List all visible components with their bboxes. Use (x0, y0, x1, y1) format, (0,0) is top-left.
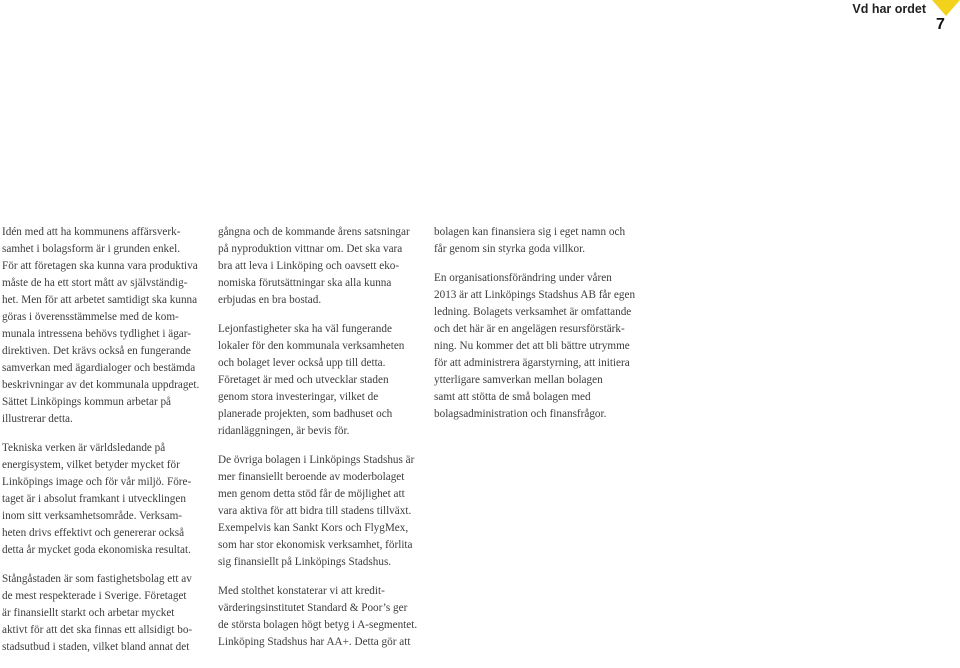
text-line: heten drivs effektivt och genererar också (2, 527, 185, 539)
text-line: som har stor ekonomisk verksamhet, förlita (218, 539, 413, 551)
text-line: planerade projekten, som badhuset och (218, 408, 393, 420)
text-line: måste de ha ett stort mått av självständig- (2, 277, 188, 289)
text-column-1 (2, 224, 198, 668)
text-line: erbjudas en bra bostad. (218, 294, 322, 306)
text-line: samverkan med ägardialoger och bestämda (2, 362, 196, 374)
text-column-3 (434, 224, 634, 435)
text-line: Stångåstaden är som fastighetsbolag ett av (2, 573, 192, 585)
section-title: Vd har ordet (852, 2, 926, 16)
text-line: Linköping Stadshus har AA+. Detta gör att (218, 636, 411, 648)
text-column-2 (218, 224, 418, 663)
text-line: beskrivningar av det kommunala uppdraget. (2, 379, 200, 391)
text-line: Exempelvis kan Sankt Kors och FlygMex, (218, 522, 409, 534)
text-line: samhet i bolagsform är i grunden enkel. (2, 243, 181, 255)
text-line: mer finansiellt beroende av moderbolaget (218, 471, 405, 483)
text-line: 2013 är att Linköpings Stadshus AB får egen (434, 289, 636, 301)
text-line: samt att stötta de små bolagen med (434, 391, 591, 403)
text-line: munala intressena behövs tydlighet i ägar- (2, 328, 191, 340)
text-line: lokaler för den kommunala verksamheten (218, 340, 405, 352)
yellow-triangle-icon (932, 0, 960, 16)
text-line: vara aktiva för att bidra till stadens tillväxt. (218, 505, 412, 517)
text-line: göras i överensstämmelse med de kom- (2, 311, 179, 323)
text-line: taget är i absolut framkant i utvecklingen (2, 493, 186, 505)
paragraph (2, 571, 198, 656)
text-line: Företaget är med och utvecklar staden (218, 374, 389, 386)
text-line: het. Men för att arbetet samtidigt ska kunna (2, 294, 198, 306)
text-line: Med stolthet konstaterar vi att kredit- (218, 585, 385, 597)
text-line: Sättet Linköpings kommun arbetar på (2, 396, 172, 408)
text-line: En organisationsförändring under våren (434, 272, 612, 284)
text-line: är finansiellt starkt och arbetar mycket (2, 607, 175, 619)
text-line: De övriga bolagen i Linköpings Stadshus är (218, 454, 415, 466)
text-line: Lejonfastigheter ska ha väl fungerande (218, 323, 392, 335)
text-line: illustrerar detta. (2, 413, 73, 425)
text-line: Idén med att ha kommunens affärsverk- (2, 226, 181, 238)
text-line: inom sitt verksamhetsområde. Verksam- (2, 510, 182, 522)
text-line: energisystem, vilket betyder mycket för (2, 459, 180, 471)
text-line: men genom detta stöd får de möjlighet att (218, 488, 405, 500)
page-number: 7 (936, 16, 945, 33)
text-line: bolagsadministration och finansfrågor. (434, 408, 607, 420)
text-line: För att företagen ska kunna vara produktiva (2, 260, 198, 272)
text-line: får genom sin styrka goda villkor. (434, 243, 586, 255)
text-line: stadsutbud i staden, vilket bland annat det (2, 641, 190, 653)
paragraph (218, 452, 418, 571)
paragraph (434, 224, 634, 258)
text-line: ridanläggningen, är bevis för. (218, 425, 350, 437)
text-line: nomiska förutsättningar ska alla kunna (218, 277, 392, 289)
text-line: på nyproduktion vittnar om. Det ska vara (218, 243, 403, 255)
text-line: de största bolagen högt betyg i A-segmentet. (218, 619, 418, 631)
text-line: bolagen kan finansiera sig i eget namn och (434, 226, 626, 238)
text-line: bra att leva i Linköping och oavsett eko- (218, 260, 400, 272)
text-line: ytterligare samverkan mellan bolagen (434, 374, 603, 386)
text-line: och det här är en angelägen resursförstärk- (434, 323, 625, 335)
text-line: Tekniska verken är världsledande på (2, 442, 166, 454)
text-line: värderingsinstitutet Standard & Poor’s ger (218, 602, 408, 614)
text-line: ledning. Bolagets verksamhet är omfattande (434, 306, 632, 318)
text-line: för att administrera ägarstyrning, att initiera (434, 357, 630, 369)
text-line: sig finansiellt på Linköpings Stadshus. (218, 556, 392, 568)
paragraph (218, 583, 418, 651)
paragraph (218, 321, 418, 440)
text-line: aktivt för att det ska finnas ett allsidigt bo- (2, 624, 193, 636)
paragraph (218, 224, 418, 309)
text-line: de mest respekterade i Sverige. Företaget (2, 590, 187, 602)
paragraph (434, 270, 634, 423)
text-line: Linköpings image och för vår miljö. Före- (2, 476, 192, 488)
text-line: gångna och de kommande årens satsningar (218, 226, 410, 238)
text-line: detta år mycket goda ekonomiska resultat. (2, 544, 191, 556)
text-line: genom stora investeringar, vilket de (218, 391, 379, 403)
text-line: ning. Nu kommer det att bli bättre utrymme (434, 340, 630, 352)
paragraph (2, 224, 198, 428)
paragraph (2, 440, 198, 559)
text-line: direktiven. Det krävs också en fungerande (2, 345, 191, 357)
text-line: och bolaget lever också upp till detta. (218, 357, 386, 369)
